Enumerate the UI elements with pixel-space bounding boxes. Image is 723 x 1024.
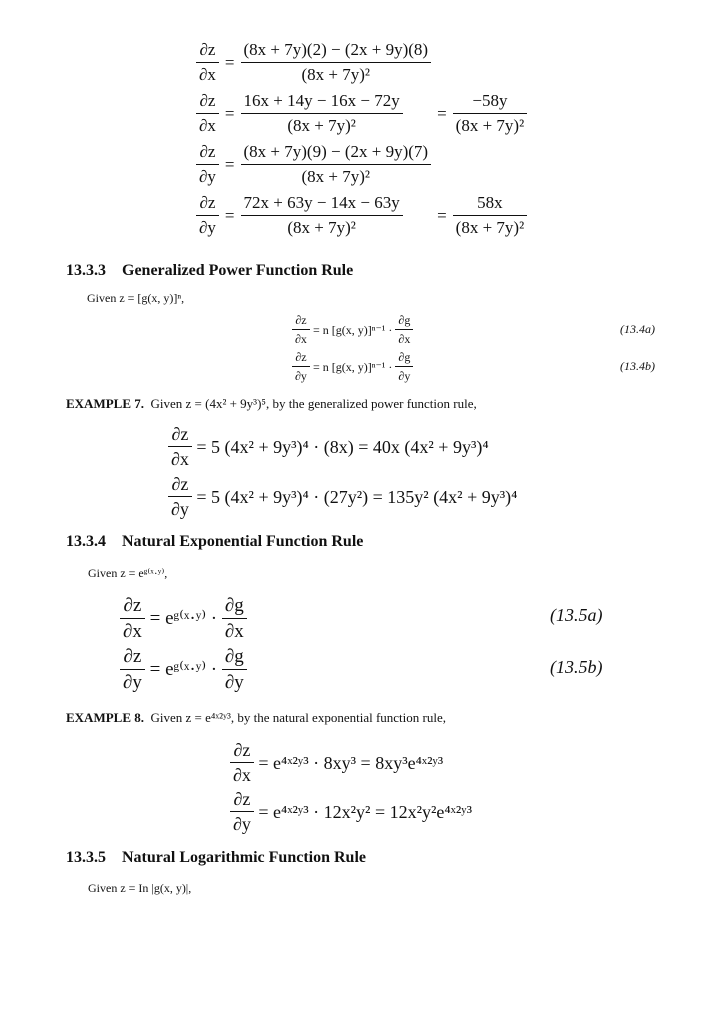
example-8-dz-dy: $\frac{\partial z}{\partial y}$ = e⁴ˣ²ʸ³ · 12x²y² = 12x²y²e⁴ˣ²ʸ³ — [230, 789, 472, 834]
equation-dz-dy-step2: $\frac{\partial z}{\partial y}$ = $\frac{72x + 63y - 14x - 63y}{\text{(8x + 7y)²}}$ = $\frac{58x}{\text{(8x + 7y)²}}$ — [196, 193, 527, 238]
quotient-fraction: $\frac{(8x + 7y)(2) - (2x + 9y)(8)}{\text{(8x + 7y)²}}$ — [241, 40, 432, 85]
example-8-dz-dx: $\frac{\partial z}{\partial x}$ = e⁴ˣ²ʸ³ · 8xy³ = 8xy³e⁴ˣ²ʸ³ — [230, 740, 443, 785]
result-fraction: $\frac{-58y}{\text{(8x + 7y)²}}$ — [453, 91, 528, 136]
partial-fraction: $\frac{\partial z}{\partial y}$ — [196, 193, 219, 238]
partial-fraction: $\frac{\partial z}{\partial x}$ — [196, 40, 219, 85]
given-statement: Given z = In |g(x, y)|, — [88, 881, 192, 895]
given-statement: Given z = eᵍ⁽ˣ·ʸ⁾, — [88, 566, 168, 580]
equation-13-5b: $\frac{\partial z}{\partial y}$ = eᵍ⁽ˣ·ʸ⁾ · $\frac{\partial g}{\partial y}$ — [120, 646, 247, 693]
expanded-fraction: $\frac{72x + 63y - 14x - 63y}{\text{(8x + 7y)²}}$ — [241, 193, 403, 238]
quotient-rule-derivation — [196, 40, 527, 238]
given-statement: Given z = [g(x, y)]ⁿ, — [87, 291, 185, 305]
equation-label-13-4a: (13.4a) — [620, 322, 655, 336]
section-heading-13-3-3: 13.3.3 Generalized Power Function Rule — [66, 262, 354, 279]
result-fraction: $\frac{58x}{\text{(8x + 7y)²}}$ — [453, 193, 528, 238]
equation-13-4a: $\frac{\partial z}{\partial x}$ = n [g(x, y)]ⁿ⁻¹ · $\frac{\partial g}{\partial x}$ — [292, 313, 413, 346]
expanded-fraction: $\frac{16x + 14y - 16x - 72y}{\text{(8x + 7y)²}}$ — [241, 91, 403, 136]
partial-fraction: $\frac{\partial z}{\partial x}$ — [196, 91, 219, 136]
equation-dz-dx-step1: $\frac{\partial z}{\partial x}$ = $\frac{(8x + 7y)(2) - (2x + 9y)(8)}{\text{(8x + 7y)²}}$ — [196, 40, 527, 85]
equation-label-13-5b: (13.5b) — [550, 657, 603, 677]
equation-dz-dy-step1: $\frac{\partial z}{\partial y}$ = $\frac{(8x + 7y)(9) - (2x + 9y)(7)}{\text{(8x + 7y)²}}$ — [196, 142, 527, 187]
example-7-dz-dx: $\frac{\partial z}{\partial x}$ = 5 (4x² + 9y³)⁴ · (8x) = 40x (4x² + 9y³)⁴ — [168, 424, 489, 469]
equation-13-4b: $\frac{\partial z}{\partial y}$ = n [g(x, y)]ⁿ⁻¹ · $\frac{\partial g}{\partial y}$ — [292, 350, 413, 383]
quotient-fraction: $\frac{(8x + 7y)(9) - (2x + 9y)(7)}{\text{(8x + 7y)²}}$ — [241, 142, 432, 187]
partial-fraction: $\frac{\partial z}{\partial y}$ — [196, 142, 219, 187]
section-heading-13-3-4: 13.3.4 Natural Exponential Function Rule — [66, 533, 364, 550]
equation-dz-dx-step2: $\frac{\partial z}{\partial x}$ = $\frac{16x + 14y - 16x - 72y}{\text{(8x + 7y)²}}$ = $\frac{-58y}{\text{(8x + 7y)²}}$ — [196, 91, 527, 136]
equation-label-13-4b: (13.4b) — [620, 359, 655, 373]
equation-13-5a: $\frac{\partial z}{\partial x}$ = eᵍ⁽ˣ·ʸ⁾ · $\frac{\partial g}{\partial x}$ — [120, 595, 247, 642]
example-7-dz-dy: $\frac{\partial z}{\partial y}$ = 5 (4x² + 9y³)⁴ · (27y²) = 135y² (4x² + 9y³)⁴ — [168, 474, 517, 519]
example-8-statement: EXAMPLE 8. Given z = e⁴ˣ²ʸ³, by the natural exponential function rule, — [66, 710, 446, 725]
equation-label-13-5a: (13.5a) — [550, 605, 603, 625]
section-heading-13-3-5: 13.3.5 Natural Logarithmic Function Rule — [66, 849, 366, 866]
example-7-statement: EXAMPLE 7. Given z = (4x² + 9y³)⁵, by the generalized power function rule, — [66, 396, 477, 411]
